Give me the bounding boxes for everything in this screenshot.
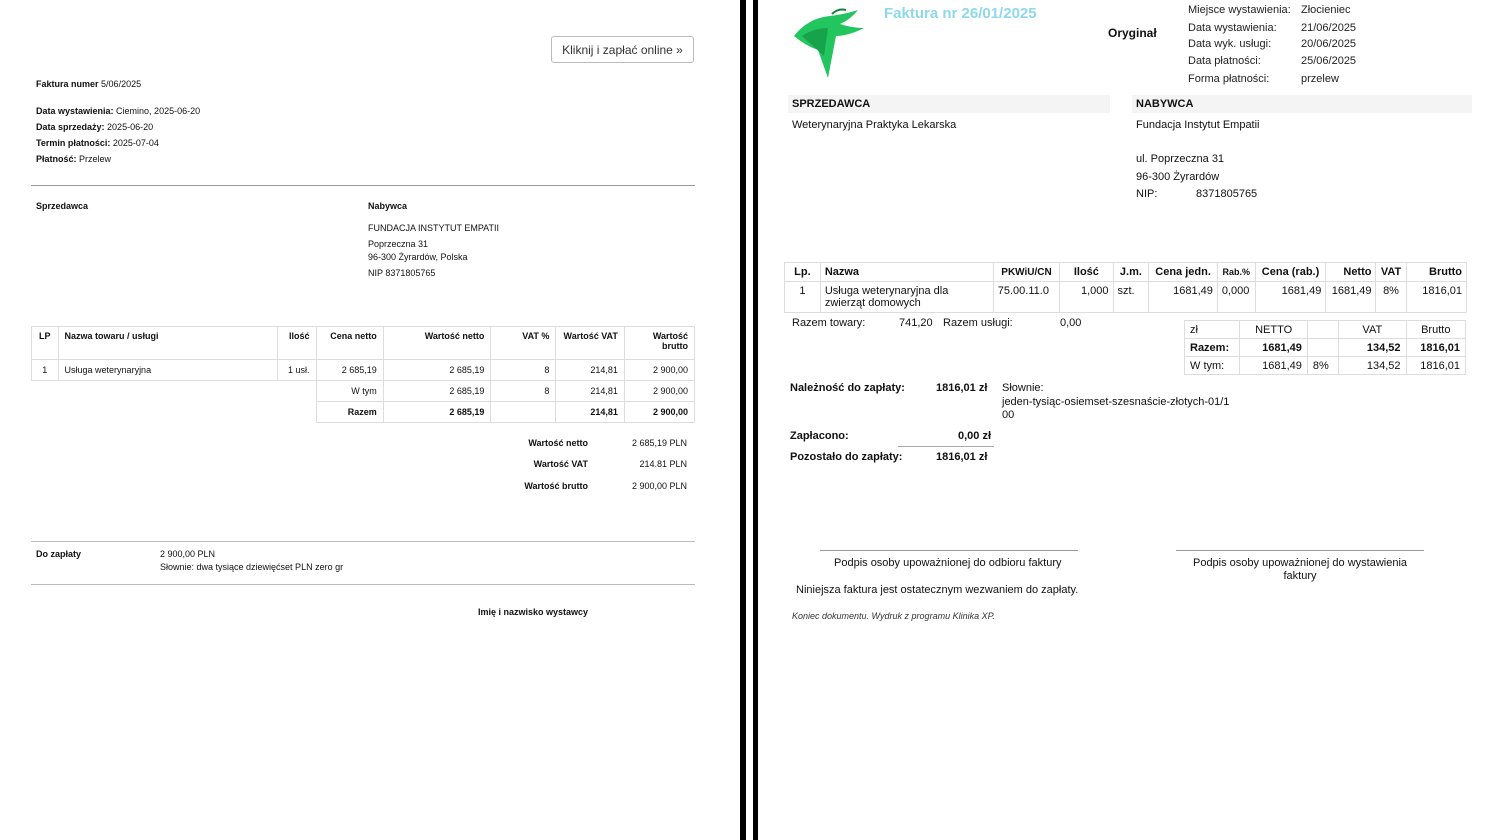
sum-total-row	[1185, 339, 1466, 357]
meta-service-label: Data wyk. usługi:	[1188, 38, 1272, 50]
words-line: 00	[1002, 409, 1015, 421]
cell-vat: 214,81	[556, 360, 624, 381]
sum-wtym-gross: 1816,01	[1406, 357, 1465, 375]
meta-issue-label: Data wystawienia:	[1188, 22, 1277, 34]
meta-payment	[36, 154, 111, 164]
cell-net: 1681,49	[1326, 282, 1376, 313]
buyer-label: NABYWCA	[1136, 98, 1194, 110]
sum-header: VAT	[1339, 321, 1406, 339]
table-row	[32, 360, 695, 381]
original-label: Oryginał	[1108, 26, 1157, 40]
cell-total-gross: 2 900,00	[624, 402, 694, 423]
meta-payment-form-label: Forma płatności:	[1188, 73, 1270, 85]
meta-label: Termin płatności:	[36, 138, 111, 148]
sum-wtym-label: W tym:	[1185, 357, 1240, 375]
sum-total-net: 1681,49	[1240, 339, 1307, 357]
clinic-logo-icon	[788, 6, 868, 80]
col-header: Ilość	[277, 327, 316, 360]
sum-header	[1307, 321, 1338, 339]
sum-total-gross: 1816,01	[1406, 339, 1465, 357]
col-header: Brutto	[1406, 263, 1466, 282]
cell-wtym-rate: 8	[491, 381, 556, 402]
summary-gross-value: 2 900,00 PLN	[631, 481, 687, 491]
sum-header: NETTO	[1240, 321, 1307, 339]
document-footer: Koniec dokumentu. Wydruk z programu Klinika XP.	[792, 611, 995, 621]
cell-total-label: Razem	[316, 402, 383, 423]
summary-gross-label: Wartość brutto	[524, 481, 588, 491]
final-notice: Niniejsza faktura jest ostatecznym wezwaniem do zapłaty.	[796, 584, 1079, 596]
to-pay-value: 2 900,00 PLN	[160, 549, 216, 559]
cell-gross: 1816,01	[1406, 282, 1466, 313]
meta-payment-date-value: 25/06/2025	[1301, 55, 1357, 67]
meta-sale-date	[36, 122, 153, 132]
table-row	[785, 282, 1467, 313]
meta-place-value: Złocieniec	[1301, 4, 1351, 16]
meta-place-label: Miejsce wystawienia:	[1188, 4, 1291, 16]
paid-value: 0,00 zł	[958, 430, 992, 442]
divider	[31, 541, 695, 542]
meta-value: Przelew	[79, 154, 112, 164]
invoice-left-page	[0, 0, 740, 840]
meta-label: Data wystawienia:	[36, 106, 114, 116]
meta-payment-form-value: przelew	[1301, 73, 1339, 85]
sum-wtym-row	[1185, 357, 1466, 375]
summary-net-label: Wartość netto	[528, 438, 588, 448]
table-row-wtym	[32, 381, 695, 402]
table-header-row	[785, 263, 1467, 282]
col-header: Cena (rab.)	[1255, 263, 1326, 282]
divider	[898, 446, 994, 447]
meta-due-date	[36, 138, 159, 148]
sum-wtym-vat: 134,52	[1339, 357, 1406, 375]
seller-label: SPRZEDAWCA	[792, 98, 871, 110]
remaining-label: Pozostało do zapłaty:	[790, 451, 903, 463]
remaining-value: 1816,01 zł	[936, 451, 988, 463]
col-header: Rab.%	[1217, 263, 1255, 282]
sum-header: zł	[1185, 321, 1240, 339]
invoice-number-line	[36, 79, 141, 89]
invoice-title: Faktura nr 26/01/2025	[884, 5, 1037, 22]
cell-gross: 2 900,00	[624, 360, 694, 381]
buyer-name: FUNDACJA INSTYTUT EMPATII	[368, 223, 500, 233]
col-header: Netto	[1326, 263, 1376, 282]
summary-vat-label: Wartość VAT	[533, 459, 588, 469]
meta-value: 2025-07-04	[112, 138, 159, 148]
pay-online-button[interactable]: Kliknij i zapłać online »	[551, 36, 694, 63]
vat-summary-table	[1184, 320, 1466, 375]
buyer-nip-label: NIP:	[1136, 188, 1158, 200]
col-header: J.m.	[1113, 263, 1149, 282]
paid-label: Zapłacono:	[790, 430, 849, 442]
seller-label: Sprzedawca	[36, 201, 89, 211]
table-row-total	[32, 402, 695, 423]
meta-issue-date	[36, 106, 200, 116]
meta-label: Data sprzedaży:	[36, 122, 105, 132]
services-total-label: Razem usługi:	[943, 317, 1013, 329]
cell-qty: 1 usł.	[277, 360, 316, 381]
sum-header-row	[1185, 321, 1466, 339]
col-header: Lp.	[785, 263, 821, 282]
cell-wtym-net: 2 685,19	[383, 381, 491, 402]
receiver-signature-label: Podpis osoby upoważnionej do odbioru faktury	[834, 557, 1062, 569]
divider	[31, 185, 695, 186]
goods-total-label: Razem towary:	[792, 317, 866, 329]
summary-net-value: 2 685,19 PLN	[631, 438, 687, 448]
meta-label: Płatność:	[36, 154, 77, 164]
cell-vat-rate: 8	[491, 360, 556, 381]
issuer-name-label: Imię i nazwisko wystawcy	[478, 607, 589, 617]
summary-vat-value: 214.81 PLN	[639, 459, 687, 469]
buyer-street: Poprzeczna 31	[368, 239, 429, 249]
col-header: Nazwa towaru / usługi	[58, 327, 277, 360]
cell-wtym-vat: 214,81	[556, 381, 624, 402]
buyer-nip: NIP 8371805765	[368, 268, 436, 278]
amount-due-label: Należność do zapłaty:	[790, 382, 905, 394]
cell-net: 2 685,19	[383, 360, 491, 381]
items-table	[784, 262, 1467, 313]
invoice-right-page	[758, 0, 1500, 840]
cell-pkwiu: 75.00.11.0	[993, 282, 1060, 313]
sum-total-label: Razem:	[1185, 339, 1240, 357]
cell-name-line: Usługa weterynaryjna dla	[824, 285, 949, 297]
cell-price-rab: 1681,49	[1255, 282, 1326, 313]
col-header: Ilość	[1060, 263, 1113, 282]
col-header: Cena netto	[316, 327, 383, 360]
meta-payment-date-label: Data płatności:	[1188, 55, 1261, 67]
sum-wtym-rate: 8%	[1307, 357, 1338, 375]
cell-wtym-label: W tym	[316, 381, 383, 402]
issuer-signature-label: Podpis osoby upoważnionej do wystawienia	[1192, 557, 1408, 569]
signature-line	[1176, 550, 1424, 551]
col-header: VAT	[1376, 263, 1406, 282]
items-table	[31, 326, 695, 423]
cell-price: 2 685,19	[316, 360, 383, 381]
cell-lp: 1	[785, 282, 821, 313]
words-label: Słownie:	[1002, 382, 1044, 394]
col-header: Wartość netto	[383, 327, 491, 360]
buyer-city: 96-300 Żyrardów	[1136, 171, 1220, 183]
issuer-signature-label-cont: faktury	[1283, 570, 1317, 582]
meta-issue-value: 21/06/2025	[1301, 22, 1357, 34]
words-line: jeden-tysiąc-osiemset-szesnaście-złotych-01/1	[1002, 396, 1230, 408]
goods-total-value: 741,20	[899, 317, 933, 329]
cell-lp: 1	[32, 360, 59, 381]
sum-total-vat: 134,52	[1339, 339, 1406, 357]
meta-value: 2025-06-20	[107, 122, 154, 132]
meta-service-value: 20/06/2025	[1301, 38, 1357, 50]
invoice-number-label: Faktura numer	[36, 79, 99, 89]
sum-header: Brutto	[1406, 321, 1465, 339]
col-header: Nazwa	[820, 263, 993, 282]
cell-vat: 8%	[1376, 282, 1406, 313]
cell-name	[820, 282, 993, 313]
col-header: VAT %	[491, 327, 556, 360]
to-pay-words: Słownie: dwa tysiące dziewięćset PLN zero gr	[160, 562, 344, 572]
signature-line	[820, 550, 1078, 551]
amount-due-value: 1816,01 zł	[936, 382, 988, 394]
divider	[31, 584, 695, 585]
services-total-value: 0,00	[1060, 317, 1082, 329]
cell-price: 1681,49	[1149, 282, 1218, 313]
col-header: Wartość brutto	[624, 327, 694, 360]
col-header: PKWiU/CN	[993, 263, 1060, 282]
sum-wtym-net: 1681,49	[1240, 357, 1307, 375]
col-header: LP	[32, 327, 59, 360]
col-header: Wartość VAT	[556, 327, 624, 360]
buyer-city: 96-300 Żyrardów, Polska	[368, 252, 468, 262]
buyer-name: Fundacja Instytut Empatii	[1136, 119, 1260, 131]
cell-unit: szt.	[1113, 282, 1149, 313]
buyer-nip: 8371805765	[1196, 188, 1258, 200]
cell-total-net: 2 685,19	[383, 402, 491, 423]
buyer-street: ul. Poprzeczna 31	[1136, 153, 1225, 165]
meta-value: Ciemino, 2025-06-20	[116, 106, 201, 116]
cell-rab: 0,000	[1217, 282, 1255, 313]
invoice-number: 5/06/2025	[101, 79, 142, 89]
cell-qty: 1,000	[1060, 282, 1113, 313]
col-header: Cena jedn.	[1149, 263, 1218, 282]
cell-name: Usługa weterynaryjna	[58, 360, 277, 381]
seller-name: Weterynaryjna Praktyka Lekarska	[792, 119, 957, 131]
to-pay-label: Do zapłaty	[36, 549, 82, 559]
page-separator	[740, 0, 746, 840]
table-header-row	[32, 327, 695, 360]
cell-wtym-gross: 2 900,00	[624, 381, 694, 402]
buyer-label: Nabywca	[368, 201, 408, 211]
cell-total-vat: 214,81	[556, 402, 624, 423]
cell-name-line: zwierząt domowych	[824, 297, 921, 309]
